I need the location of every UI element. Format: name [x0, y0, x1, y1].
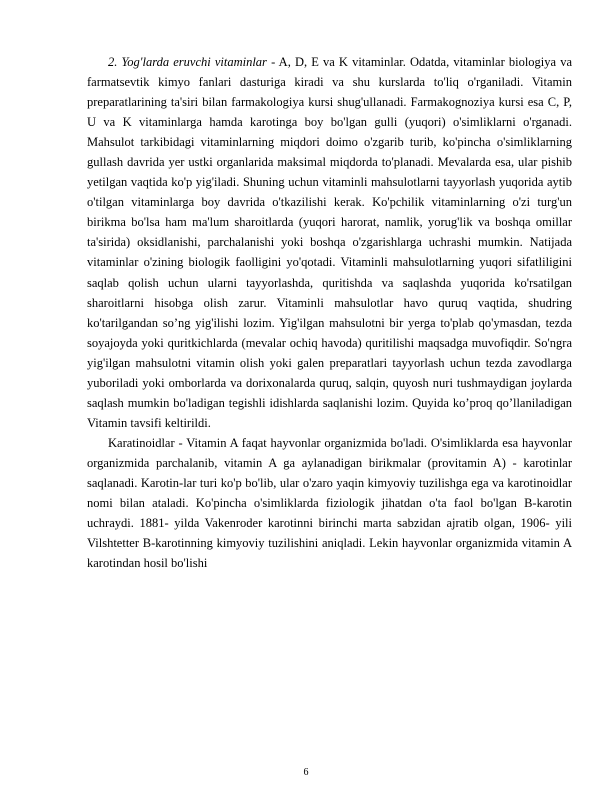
paragraph-text: - A, D, E va K vitaminlar. Odatda, vitaminlar biologiya va farmatsevtik kimyo fanlari dasturiga kiradi va shu kurslarda to'liq o'rganiladi. Vitamin preparatlarining ta'siri bilan farmakologiya kursi shug'ullanadi. Farmakognoziya kursi esa C, P, U va K vitaminlarga hamda karotinga boy bo'lgan gulli (yuqori) o'simliklarni o'rganadi. Mahsulot tarkibidagi vitaminlarning miqdori doimo o'zgarib turib, ko'pincha o'simliklarning gullash davrida yer ustki organlarida maksimal miqdorda to'planadi. Mevalarda esa, ular pishib yetilgan vaqtida ko'p yig'iladi. Shuning uchun vitaminli mahsulotlarni tayyorlash yuqorida aytib o'tilgan vitaminlarga boy davrida o'tkazilishi kerak. Ko'pchilik vitaminlarning o'zi turg'un birikma bo'lsa ham ma'lum sharoitlarda (yuqori harorat, namlik, yorug'lik va boshqa omillar ta'sirida) oksidlanishi, parchalanishi yoki boshqa o'zgarishlarga uchrashi mumkin. Natijada vitaminlar o'zining biologik faolligini yo'qotadi. Vitaminli mahsulotlarning yuqori sifatliligini saqlab qolish uchun ularni tayyorlashda, quritishda va saqlashda yuqorida ko'rsatilgan sharoitlarni hisobga olish zarur. Vitaminli mahsulotlar havo quruq vaqtida, shudring ko'tarilgandan so’ng yig'ilishi lozim. Yig'ilgan mahsulotni bir yerga to'plab qo'ymasdan, tezda soyajoyda yoki quritkichlarda (mevalar ochiq havoda) quritilishi maqsadga muvofiqdir. So'ngra yig'ilgan mahsulotni vitamin olish yoki galen preparatlari tayyorlash uchun tezda zavodlarga yuboriladi yoki omborlarda va dorixonalarda quruq, salqin, quyosh nuri tushmaydigan joylarda saqlash mumkin bo'ladigan tegishli idishlarda saqlanishi lozim. Quyida ko’proq qo’llaniladigan Vitamin tavsifi keltirildi.: [87, 55, 573, 430]
section-heading: 2. Yog'larda eruvchi vitaminlar: [108, 55, 267, 69]
paragraph-text: Karatinoidlar - Vitamin A faqat hayvonlar organizmida bo'ladi. O'simliklarda esa hayvonlar organizmida parchalanib, vitamin A ga aylanadigan birikmalar (provitamin A) - karotinlar saqlanadi. Karotin-lar turi ko'p bo'lib, ular o'zaro yaqin kimyoviy tuzilishga ega va karotinoidlar nomi bilan ataladi. Ko'pincha o'simliklarda fiziologik jihatdan o'ta faol bo'lgan B-karotin uchraydi. 1881- yilda Vakenroder karotinni birinchi marta sabzidan ajratib olgan, 1906- yili Vilshtetter B-karotinning kimyoviy tuzilishini aniqladi. Lekin hayvonlar organizmida vitamin A karotindan hosil bo'lishi: [87, 435, 572, 571]
page-number: 6: [303, 767, 309, 778]
paragraph-carotenoids: [87, 433, 572, 573]
paragraph-fat-soluble-vitamins: [87, 52, 572, 433]
document-body: [87, 52, 572, 573]
